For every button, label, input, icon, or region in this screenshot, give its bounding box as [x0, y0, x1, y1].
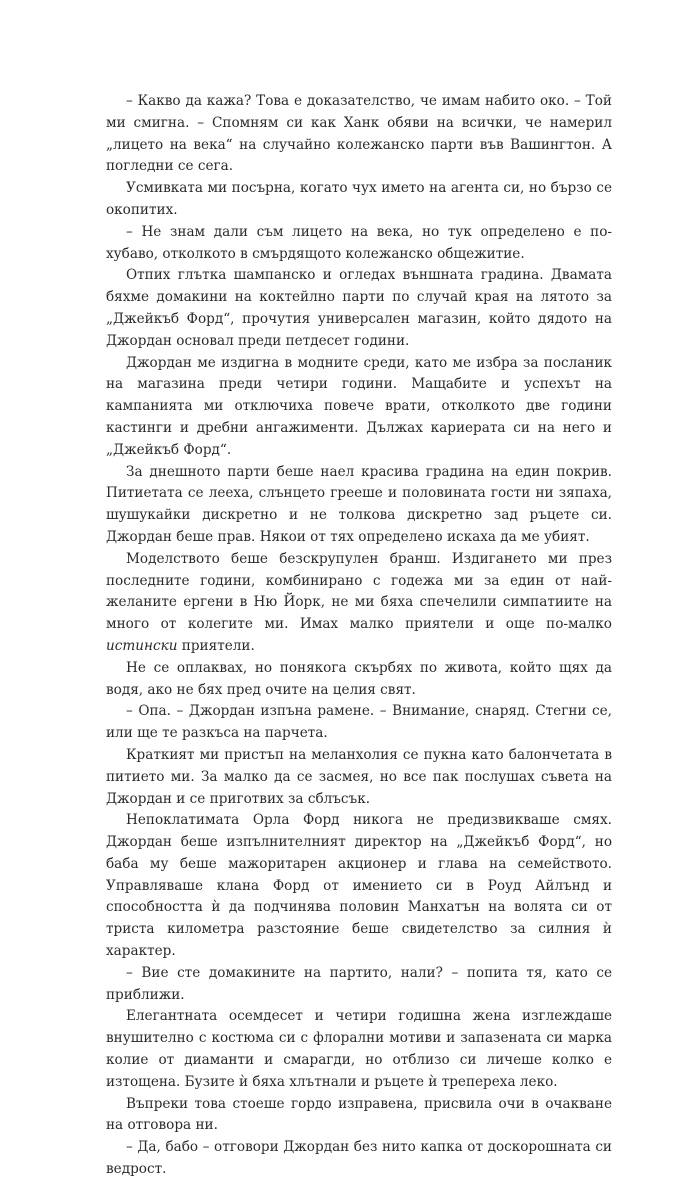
- paragraph: – Вие сте домакините на партито, нали? – попита тя, като се приближи.: [106, 964, 612, 1003]
- book-page-text: [106, 91, 612, 1181]
- paragraph: [106, 549, 612, 658]
- paragraph: Въпреки това стоеше гордо изправена, присвила очи в очакване на отговора ни.: [106, 1095, 612, 1134]
- paragraph: – Да, бабо – отговори Джордан без нито капка от доскорошната си ведрост.: [106, 1139, 612, 1178]
- paragraph: – Какво да кажа? Това е доказателство, че имам набито око. – Той ми смигна. – Спомням си как Ханк обяви на всички, че намерил „лицето на века“ на случайно колежанско парти във Вашингтон. А погледни се сега.: [106, 93, 612, 175]
- paragraph: Краткият ми пристъп на меланхолия се пукна като балончетата в питието ми. За малко да се засмея, но все пак послушах съвета на Джордан и се приготвих за сблъсък.: [106, 746, 612, 807]
- paragraph-text: Моделството беше безскрупулен бранш. Издигането ми през последните години, комбинирано с годежа ми за един от най-желаните ергени в Ню Йорк, не ми бяха спечелили симпатиите на много от колегите ми. Имах малко приятели и още по-малко: [106, 550, 612, 633]
- paragraph: За днешното парти беше наел красива градина на един покрив. Питиетата се лееха, слънцето грееше и половината гости ни зяпаха, шушукайки дискретно и не толкова дискретно зад ръцете си. Джордан беше прав. Някои от тях определено искаха да ме убият.: [106, 463, 612, 545]
- paragraph: Непоклатимата Орла Форд никога не предизвикваше смях. Джордан беше изпълнителният директор на „Джейкъб Форд“, но баба му беше мажоритарен акционер и глава на семейството. Управляваше клана Форд от имението си в Роуд Айлънд и способността ѝ да подчинява половин Манхатън на волята си от триста километра разстояние беше свидетелство за силния ѝ характер.: [106, 812, 612, 960]
- paragraph: – Опа. – Джордан изпъна рамене. – Внимание, снаряд. Стегни се, или ще те разкъса на парчета.: [106, 703, 612, 742]
- paragraph: Усмивката ми посърна, когато чух името на агента си, но бързо се окопитих.: [106, 180, 612, 218]
- paragraph: Елегантната осемдесет и четири годишна жена изглеждаше внушително с костюма си с флорални мотиви и запазената си марка колие от диаманти и смарагди, но отблизо си личеше колко е изтощена. Бузите ѝ бяха хлътнали и ръцете ѝ трепереха леко.: [106, 1008, 612, 1090]
- paragraph-text: приятели.: [177, 637, 255, 654]
- paragraph: Отпих глътка шампанско и огледах външната градина. Двамата бяхме домакини на коктейлно парти по случай края на лятото за „Джейкъб Форд“, прочутия универсален магазин, който дядото на Джордан основал преди петдесет години.: [106, 267, 612, 349]
- paragraph: Джордан ме издигна в модните среди, като ме избра за посланик на магазина преди четири години. Мащабите и успехът на кампанията ми отключиха повече врати, отколкото две години кастинги и дребни ангажименти. Дължах кариерата си на него и „Джейкъб Форд“.: [106, 354, 612, 458]
- paragraph: Не се оплаквах, но понякога скърбях по живота, който щях да водя, ако не бях пред очите на целия свят.: [106, 659, 612, 698]
- italic-emphasis: истински: [106, 637, 178, 654]
- paragraph: – Не знам дали съм лицето на века, но тук определено е по-хубаво, отколкото в смърдящото колежанско общежитие.: [106, 223, 612, 262]
